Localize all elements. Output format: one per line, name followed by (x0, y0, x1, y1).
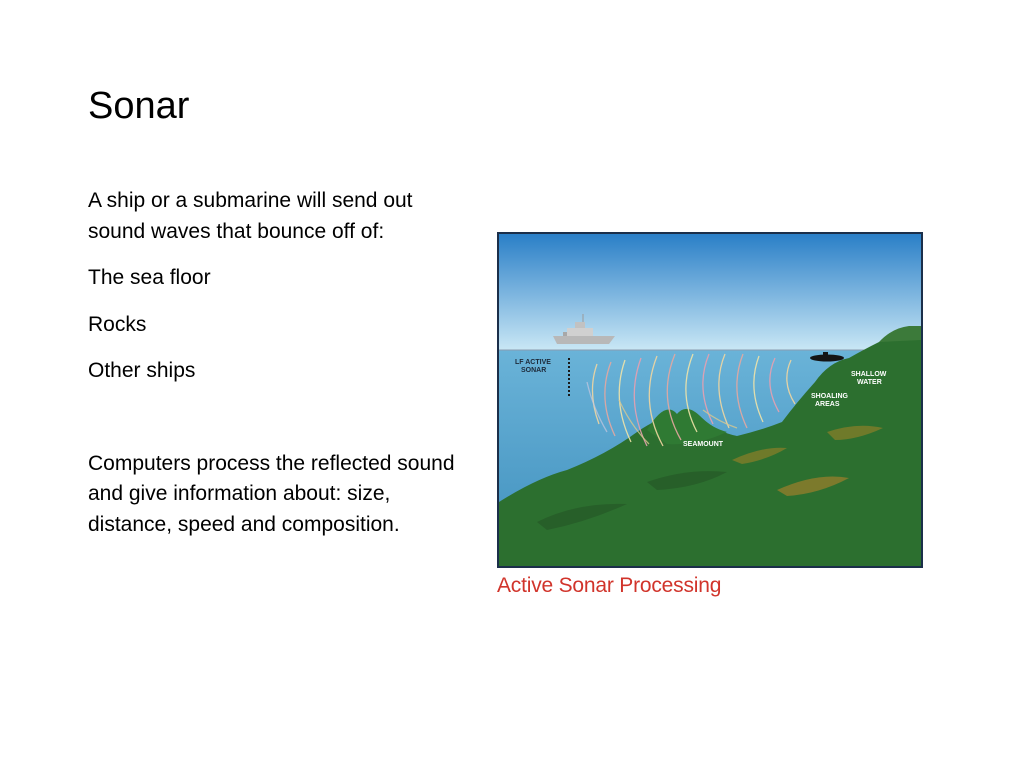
list-item: Rocks (88, 312, 147, 336)
shallow-water-label: SHALLOW (851, 371, 887, 378)
conclusion-text: Computers process the reflected sound and give information about: size, distance, speed and composition. (88, 451, 455, 536)
slide-title: Sonar (88, 85, 190, 127)
figure-caption: Active Sonar Processing (497, 574, 722, 597)
sky (499, 234, 921, 350)
sonar-diagram (497, 232, 923, 568)
sonar-label: LF ACTIVE (515, 359, 551, 366)
shoaling-areas-label: SHOALING (811, 393, 848, 400)
sonar-illustration (497, 232, 923, 568)
spacer (88, 403, 458, 449)
list-item: The sea floor (88, 266, 211, 289)
shallow-water-label: WATER (857, 379, 882, 386)
shoaling-areas-label: AREAS (815, 401, 840, 408)
intro-text: A ship or a submarine will send out sound waves that bounce off of: (88, 189, 413, 243)
list-item: Other ships (88, 359, 196, 382)
seamount-label: SEAMOUNT (683, 441, 724, 448)
sonar-label: SONAR (521, 367, 547, 374)
slide-body (88, 186, 458, 556)
